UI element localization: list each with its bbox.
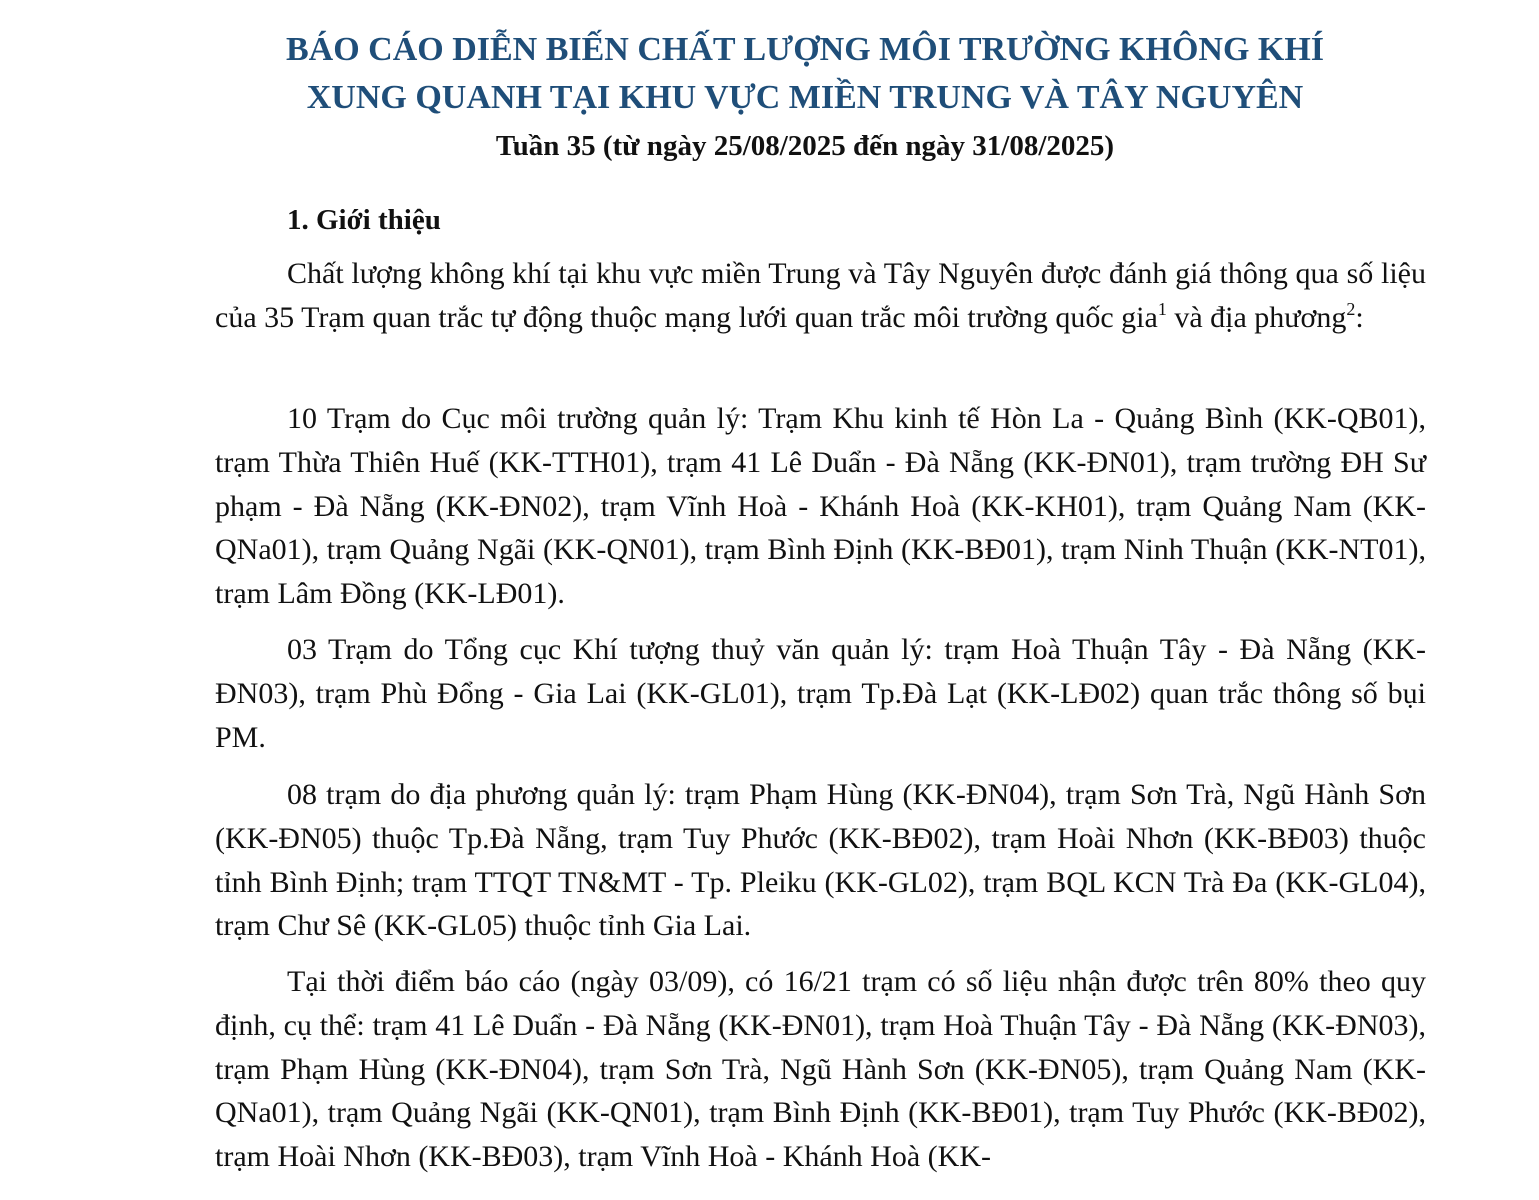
footnote-marker-2[interactable]: 2 [1346,298,1356,319]
intro-text-part-3: : [1355,300,1364,334]
report-title-line-2: XUNG QUANH TẠI KHU VỰC MIỀN TRUNG VÀ TÂY NGUYÊN [306,79,1304,116]
intro-text-part-2: và địa phương [1166,300,1347,334]
paragraph-cuc-moi-truong-stations: 10 Trạm do Cục môi trường quản lý: Trạm Khu kinh tế Hòn La - Quảng Bình (KK-QB01), trạm Thừa Thiên Huế (KK-TTH01), trạm 41 Lê Duẩn - Đà Nẵng (KK-ĐN01), trạm trường ĐH Sư phạm - Đà Nẵng (KK-ĐN02), trạm Vĩnh Hoà - Khánh Hoà (KK-KH01), trạm Quảng Nam (KK-QNa01), trạm Quảng Ngãi (KK-QN01), trạm Bình Định (KK-BĐ01), trạm Ninh Thuận (KK-NT01), trạm Lâm Đồng (KK-LĐ01). [215,402,1426,611]
paragraph-intro [215,252,1426,340]
intro-text-part-1: Chất lượng không khí tại khu vực miền Trung và Tây Nguyên được đánh giá thông qua số liệu của 35 Trạm quan trắc tự động thuộc mạng lưới quan trắc môi trường quốc gia [215,257,1426,334]
paragraph-local-stations: 08 trạm do địa phương quản lý: trạm Phạm Hùng (KK-ĐN04), trạm Sơn Trà, Ngũ Hành Sơn (KK-ĐN05) thuộc Tp.Đà Nẵng, trạm Tuy Phước (KK-BĐ02), trạm Hoài Nhơn (KK-BĐ03) thuộc tỉnh Bình Định; trạm TTQT TN&MT - Tp. Pleiku (KK-GL02), trạm BQL KCN Trà Đa (KK-GL04), trạm Chư Sê (KK-GL05) thuộc tỉnh Gia Lai. [215,778,1426,943]
section-heading-introduction: 1. Giới thiệu [287,204,441,236]
report-title-line-1: BÁO CÁO DIỄN BIẾN CHẤT LƯỢNG MÔI TRƯỜNG KHÔNG KHÍ [285,31,1325,68]
report-subtitle-week: Tuần 35 (từ ngày 25/08/2025 đến ngày 31/08/2025) [495,130,1115,162]
paragraph-report-time-status: Tại thời điểm báo cáo (ngày 03/09), có 16/21 trạm có số liệu nhận được trên 80% theo quy định, cụ thể: trạm 41 Lê Duẩn - Đà Nẵng (KK-ĐN01), trạm Hoà Thuận Tây - Đà Nẵng (KK-ĐN03), trạm Phạm Hùng (KK-ĐN04), trạm Sơn Trà, Ngũ Hành Sơn (KK-ĐN05), trạm Quảng Nam (KK-QNa01), trạm Quảng Ngãi (KK-QN01), trạm Bình Định (KK-BĐ01), trạm Tuy Phước (KK-BĐ02), trạm Hoài Nhơn (KK-BĐ03), trạm Vĩnh Hoà - Khánh Hoà (KK- [215,965,1426,1174]
paragraph-tong-cuc-ktv-stations: 03 Trạm do Tổng cục Khí tượng thuỷ văn quản lý: trạm Hoà Thuận Tây - Đà Nẵng (KK-ĐN03), trạm Phù Đổng - Gia Lai (KK-GL01), trạm Tp.Đà Lạt (KK-LĐ02) quan trắc thông số bụi PM. [215,633,1426,754]
footnote-marker-1[interactable]: 1 [1157,298,1167,319]
